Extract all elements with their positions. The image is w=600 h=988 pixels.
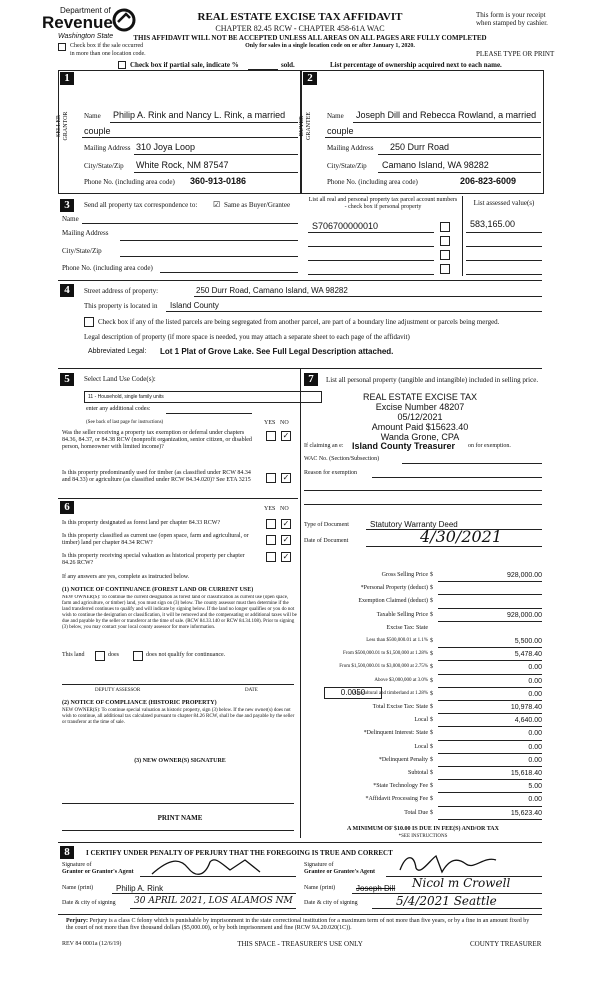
- multi-location-checkbox[interactable]: [58, 43, 66, 51]
- sold-label: sold.: [281, 61, 295, 69]
- calc-row-label: Excise Tax: State: [386, 624, 428, 631]
- calc-row-label: *Delinquent Penalty: [378, 756, 428, 763]
- land-use-value: 11 - Household, single family units: [88, 394, 164, 400]
- reason-label: Reason for exemption: [304, 470, 357, 476]
- sec6-q1: Is this property designated as forest land per chapter 84.33 RCW?: [62, 520, 221, 526]
- does-label: does: [108, 652, 119, 658]
- sig-right-label: Signature of: [304, 862, 334, 868]
- new-owner-signature-label: (3) NEW OWNER(S) SIGNATURE: [134, 758, 226, 764]
- calc-row: [304, 729, 544, 742]
- calc-row: [304, 795, 544, 808]
- corr-phone-label: Phone No. (including area code): [62, 264, 153, 272]
- calc-row-line: [438, 792, 542, 793]
- calc-row: [304, 769, 544, 782]
- calc-row-label: *Delinquent Interest: State: [363, 730, 428, 737]
- street-address[interactable]: 250 Durr Road, Camano Island, WA 98282: [196, 286, 348, 295]
- calc-row: [304, 597, 544, 610]
- calc-row-line: [438, 581, 542, 582]
- sec6-q2: Is this property classified as current use (open space, farm and agricultural, or timber) land per chapter 84.34 RCW?: [62, 533, 249, 546]
- form-revision: REV 84 0001a (12/6/19): [62, 941, 122, 947]
- corr-name-label: Name: [62, 215, 79, 223]
- sec6-q3-no[interactable]: ✓: [282, 552, 290, 561]
- calc-row-value[interactable]: 5,478.40: [514, 651, 542, 659]
- segregated-checkbox[interactable]: [84, 317, 94, 327]
- corr-city-label: City/State/Zip: [62, 247, 102, 255]
- sig-right-label-2: Grantee or Grantee's Agent: [304, 869, 376, 875]
- calc-row-line: [438, 621, 542, 622]
- name-right-handwritten[interactable]: Nicol m Crowell: [412, 876, 511, 890]
- notice-1-title: (1) NOTICE OF CONTINUANCE (FOREST LAND OR CURRENT USE): [62, 587, 254, 593]
- calc-row-currency: $: [430, 783, 433, 790]
- parcel-header: List all real and personal property tax parcel account numbers - check box if personal property: [308, 197, 458, 210]
- deputy-date-label: DATE: [245, 688, 258, 693]
- calc-row: [304, 809, 544, 822]
- seller-city-label: City/State/Zip: [84, 162, 124, 170]
- sec6-q2-no[interactable]: ✓: [282, 535, 290, 544]
- assessed-header: List assessed value(s): [473, 199, 535, 207]
- calc-row-currency: $: [430, 704, 433, 710]
- calc-row-currency: $: [430, 770, 433, 776]
- doc-date[interactable]: 4/30/2021: [420, 527, 503, 546]
- calc-row-value[interactable]: 0.00: [528, 796, 542, 804]
- please-type: PLEASE TYPE OR PRINT: [476, 50, 555, 58]
- calc-row-line: [438, 647, 542, 648]
- notice-2-body: NEW OWNER(S): To continue special valuation as historic property, sign (3) below. If the new owner(s) does not wish to continue, all additional tax calculated pursuant to chapter 84.26 RCW, shall be due and payable by the seller or transferor at the time of sale.: [62, 708, 295, 725]
- name-left-label: Name (print): [62, 885, 94, 891]
- partial-sale-label: Check box if partial sale, indicate %: [130, 61, 239, 69]
- personal-property-label: List all personal property (tangible and intangible) included in selling price.: [326, 376, 539, 384]
- notice-2-title: (2) NOTICE OF COMPLIANCE (HISTORIC PROPERTY): [62, 700, 217, 706]
- calc-row-label: Total Due: [404, 809, 428, 816]
- wac-label: WAC No. (Section/Subsection): [304, 456, 380, 462]
- receipt-note-1: This form is your receipt: [476, 11, 546, 19]
- sec6-if-yes: If any answers are yes, complete as instructed below.: [62, 574, 190, 580]
- buyer-name[interactable]: Joseph Dill and Rebecca Rowland, a married: [356, 110, 537, 120]
- treasurer-stamp: [340, 392, 500, 442]
- calc-row-line: [438, 753, 542, 754]
- sig-left-label: Signature of: [62, 862, 92, 868]
- ownership-pct-label: List percentage of ownership acquired next to each name.: [330, 61, 502, 69]
- calc-row-value[interactable]: 928,000.00: [506, 611, 542, 619]
- not-qualify-label: does not qualify for continuance.: [146, 652, 226, 658]
- section-6-number: 6: [60, 501, 74, 514]
- calc-row-value[interactable]: 15,623.40: [510, 809, 542, 817]
- notice-1-body: NEW OWNER(S): To continue the current designation as forest land or classification as current use (open space, farm and agriculture, or timber) land, you must sign on (3) below. The county assessor must then determine if the land transferred continues to qualify and will indicate by signing below. If the land no longer qualifies or you do not wish to continue the designation or classification, it will be removed and the compensating or additional taxes will be due and payable by the seller or transferor at the time of sale. (RCW 84.33.140 or RCW 84.34.108). Prior to signing (3) below, you may contact your local county assessor for more information.: [62, 595, 297, 630]
- assessed-value[interactable]: 583,165.00: [470, 219, 516, 229]
- calc-row-value[interactable]: 0.00: [528, 743, 542, 751]
- calc-row-label: *Affidavit Processing Fee: [365, 796, 428, 803]
- sec5-q2: Is this property predominantly used for timber (as classified under RCW 84.34 and 84.33) or agriculture (as classified under RCW 84.34.020)? See ETA 3215: [62, 470, 251, 483]
- dept-line1: Department of: [60, 6, 111, 15]
- calc-row-label: From $500,000.01 to $1,500,000 at 1.28%: [343, 651, 428, 657]
- calc-row-currency: $: [430, 677, 433, 684]
- calc-row-value[interactable]: 928,000.00: [506, 572, 542, 579]
- exemption-label: If claiming an e:: [304, 443, 344, 449]
- calc-row-label: From $1,500,000.01 to $3,000,000 at 2.75%: [339, 664, 428, 670]
- sec6-no-header: NO: [280, 506, 289, 512]
- additional-codes-label: enter any additional codes:: [86, 406, 151, 412]
- seller-phone[interactable]: 360-913-0186: [190, 176, 247, 186]
- calc-row-label: Above $3,000,000 at 3.0%: [374, 677, 428, 683]
- calc-row-line: [438, 819, 542, 820]
- only-sales-note: Only for sales in a single location code on or after January 1, 2020.: [245, 43, 415, 49]
- calc-row-line: [438, 740, 542, 741]
- street-label: Street address of property:: [84, 287, 159, 295]
- calc-row-line: [438, 687, 542, 688]
- segregated-label: Check box if any of the listed parcels are being segregated from another parcel, are part of a boundary line adjustment or parcels being merged.: [98, 318, 500, 326]
- buyer-phone[interactable]: 206-823-6009: [460, 176, 517, 186]
- multi-location-label-1: Check box if the sale occurred: [70, 43, 144, 49]
- calc-row-currency: $: [430, 611, 433, 618]
- buyer-name-label: Name: [327, 112, 344, 120]
- dept-name: Revenue: [42, 13, 113, 32]
- calc-row-line: [438, 674, 542, 675]
- calc-row-label: Local: [414, 743, 428, 750]
- exemption-treasurer: Island County Treasurer: [352, 441, 456, 451]
- abbreviated-legal-label: Abbreviated Legal:: [88, 348, 147, 355]
- seller-address-label: Mailing Address: [84, 144, 131, 152]
- deputy-assessor-label: DEPUTY ASSESSOR: [95, 688, 141, 693]
- calc-row-currency: $: [430, 796, 433, 803]
- section-5-number: 5: [60, 373, 74, 386]
- calc-row-label: Local: [414, 717, 428, 724]
- calc-row-line: [438, 700, 542, 701]
- calc-row-line: [438, 594, 542, 595]
- calc-row-value[interactable]: 5.00: [528, 783, 542, 791]
- calc-row: [304, 716, 544, 729]
- sec6-q3: Is this property receiving special valuation as historical property per chapter 84.26 RCW?: [62, 553, 245, 566]
- calc-row-value[interactable]: 0.00: [528, 677, 542, 685]
- buyer-address-label: Mailing Address: [327, 144, 374, 152]
- section-1-number: 1: [60, 72, 74, 85]
- seller-name-cont[interactable]: couple: [84, 126, 111, 136]
- date-right[interactable]: 5/4/2021 Seattle: [396, 894, 497, 908]
- calc-row: [304, 624, 544, 637]
- form-subtitle: CHAPTER 82.45 RCW - CHAPTER 458-61A WAC: [215, 24, 385, 33]
- seller-side-label: SELLER GRANTOR: [56, 111, 69, 141]
- land-use-label: Select Land Use Code(s):: [84, 375, 156, 383]
- same-as-buyer-checkbox[interactable]: ☑: [213, 200, 221, 209]
- calc-row-line: [438, 713, 542, 714]
- grantor-signature-icon[interactable]: [150, 856, 280, 878]
- print-name-label: PRINT NAME: [157, 814, 203, 822]
- buyer-address[interactable]: 250 Durr Road: [390, 142, 450, 152]
- section-7-number: 7: [304, 373, 318, 386]
- parcel-personal-checkbox-1[interactable]: [440, 222, 450, 232]
- seller-phone-label: Phone No. (including area code): [84, 178, 175, 186]
- stamp-line-1: REAL ESTATE EXCISE TAX: [362, 392, 478, 402]
- buyer-phone-label: Phone No. (including area code): [327, 178, 418, 186]
- minimum-note: A MINIMUM OF $10.00 IS DUE IN FEE(S) AND/OR TAX: [347, 826, 499, 832]
- calc-row: [304, 584, 544, 597]
- calc-row-line: [438, 766, 542, 767]
- calc-row-currency: $: [430, 743, 433, 750]
- this-land-label: This land: [62, 652, 85, 658]
- see-back-label: (See back of last page for instructions): [86, 420, 164, 425]
- calc-row-value[interactable]: 4,640.00: [514, 717, 542, 725]
- doc-type-label: Type of Document: [304, 522, 349, 528]
- sec5-no-header: NO: [280, 420, 289, 426]
- seller-address[interactable]: 310 Joya Loop: [136, 142, 196, 152]
- calc-row-value[interactable]: 10,978.40: [510, 704, 542, 711]
- calc-row-currency: $: [430, 809, 433, 816]
- calc-row-currency: $: [430, 651, 433, 658]
- perjury-label: Perjury:: [66, 918, 88, 924]
- parcel-personal-checkbox-2[interactable]: [440, 236, 450, 246]
- stamp-line-4: Amount Paid $15623.40: [371, 422, 469, 432]
- calc-row-currency: $: [430, 664, 433, 671]
- calc-row-currency: $: [430, 690, 433, 697]
- treasurer-space-label: THIS SPACE - TREASURER'S USE ONLY: [237, 940, 363, 948]
- calc-row: [304, 611, 544, 624]
- sec5-q2-no[interactable]: ✓: [282, 473, 290, 482]
- date-left[interactable]: 30 APRIL 2021, LOS ALAMOS NM: [134, 896, 293, 906]
- name-right[interactable]: Joseph Dill: [356, 884, 396, 893]
- calc-row-label: Agricultural and timberland at 1.28%: [353, 690, 428, 696]
- grantee-signature-icon[interactable]: [396, 850, 506, 878]
- calc-row-value[interactable]: 0.00: [528, 730, 542, 738]
- sig-left-label-2: Grantor or Grantor's Agent: [62, 869, 134, 875]
- county-treasurer-label: COUNTY TREASURER: [470, 940, 542, 948]
- land-use-select[interactable]: [84, 391, 322, 403]
- calc-row-label: Gross Selling Price: [381, 572, 428, 578]
- perjury-text: Perjury is a class C felony which is punishable by imprisonment in the state correctional institution for a maximum term of not more than five years, or by a fine in an amount fixed by the court of not more than five thousand dollars ($5,000.00), or by both imprisonment and fine (RCW 9A.20.020(1C)).: [66, 918, 530, 931]
- partial-sale-checkbox[interactable]: [118, 61, 126, 69]
- form-title: REAL ESTATE EXCISE TAX AFFIDAVIT: [197, 11, 403, 23]
- land-not-qualify-checkbox[interactable]: [133, 651, 143, 661]
- dept-state: Washington State: [58, 33, 114, 40]
- doc-type[interactable]: Statutory Warranty Deed: [370, 520, 458, 529]
- buyer-name-cont[interactable]: couple: [327, 126, 354, 136]
- calc-row-line: [438, 779, 542, 780]
- calc-row-label: *Personal Property (deduct): [360, 585, 428, 592]
- seller-city[interactable]: White Rock, NM 87547: [136, 160, 229, 170]
- parcel-personal-checkbox-4[interactable]: [440, 264, 450, 274]
- sec5-q1-yes[interactable]: [266, 431, 276, 441]
- land-does-checkbox[interactable]: [95, 651, 105, 661]
- buyer-side-label: BUYER GRANTEE: [299, 112, 312, 140]
- calc-row-currency: $: [430, 730, 433, 737]
- sec6-q2-yes[interactable]: [266, 535, 276, 545]
- sec5-q1: Was the seller receiving a property tax exemption or deferral under chapters 84.36, 84.37, or 84.38 RCW (nonprofit organization, senior citizen, or disabled person, homeowner with limited income)?: [62, 430, 252, 450]
- calc-row-currency: $: [430, 585, 433, 592]
- sec6-q3-yes[interactable]: [266, 552, 276, 562]
- calc-row: [304, 703, 544, 716]
- section-4-number: 4: [60, 284, 74, 297]
- local-rate-box[interactable]: [324, 687, 382, 699]
- abbreviated-legal[interactable]: Lot 1 Plat of Grove Lake. See Full Legal Description attached.: [160, 347, 394, 356]
- calc-row: [304, 782, 544, 795]
- date-left-label: Date & city of signing: [62, 900, 116, 906]
- name-right-label: Name (print): [304, 885, 336, 891]
- parcel-number[interactable]: S706700000010: [312, 221, 379, 231]
- sec5-q2-yes[interactable]: [266, 473, 276, 483]
- parcel-personal-checkbox-3[interactable]: [440, 250, 450, 260]
- calc-row-label: Total Excise Tax: State: [372, 704, 428, 710]
- section-8-number: 8: [60, 846, 74, 859]
- calc-row-line: [438, 726, 542, 727]
- buyer-city-label: City/State/Zip: [327, 162, 367, 170]
- calc-row-currency: $: [430, 717, 433, 724]
- calc-row-currency: $: [430, 638, 433, 644]
- calc-row-value[interactable]: 0.00: [528, 690, 542, 698]
- date-right-label: Date & city of signing: [304, 900, 358, 906]
- calc-row: [304, 743, 544, 756]
- calc-row-currency: $: [430, 756, 433, 763]
- local-rate: 0.0050: [340, 688, 366, 697]
- stamp-line-2: Excise Number 48207: [375, 402, 465, 412]
- sec6-q1-yes[interactable]: [266, 519, 276, 529]
- sec5-q1-no[interactable]: ✓: [282, 431, 290, 440]
- multi-location-label-2: in more than one location code.: [70, 51, 146, 57]
- see-instructions: *SEE INSTRUCTIONS: [398, 834, 448, 839]
- calc-row-line: [438, 806, 542, 807]
- stamp-line-3: 05/12/2021: [397, 412, 443, 422]
- sec5-yes-header: YES: [264, 420, 276, 426]
- calc-row-label: *State Technology Fee: [373, 783, 428, 790]
- calc-row-value[interactable]: 5,500.00: [514, 638, 542, 645]
- receipt-note-2: when stamped by cashier.: [476, 19, 548, 27]
- located-label: This property is located in: [84, 302, 158, 310]
- certify-statement: I CERTIFY UNDER PENALTY OF PERJURY THAT THE FOREGOING IS TRUE AND CORRECT: [86, 849, 393, 857]
- calc-row-label: Less than $500,000.01 at 1.1%: [366, 638, 428, 643]
- buyer-city[interactable]: Camano Island, WA 98282: [382, 160, 489, 170]
- calc-row-value[interactable]: 0.00: [528, 756, 542, 764]
- calc-row-value[interactable]: 0.00: [528, 664, 542, 672]
- same-as-buyer-label: Same as Buyer/Grantee: [224, 201, 291, 209]
- calc-row-line: [438, 608, 542, 609]
- calc-row: [304, 756, 544, 769]
- perjury-note: [66, 918, 534, 932]
- section-2-number: 2: [303, 72, 317, 85]
- seller-name[interactable]: Philip A. Rink and Nancy L. Rink, a married: [113, 110, 286, 120]
- located-county[interactable]: Island County: [170, 301, 219, 310]
- calc-row: [304, 637, 544, 650]
- calc-row-label: Subtotal: [407, 770, 428, 776]
- stamp-line-5: Wanda Grone, CPA: [380, 432, 460, 442]
- calc-row-label: Exemption Claimed (deduct): [358, 598, 428, 605]
- sec6-yes-header: YES: [264, 506, 276, 512]
- legal-description-label: Legal description of property (if more space is needed, you may attach a separate sheet to each page of the affidavit): [84, 333, 410, 341]
- seller-name-label: Name: [84, 112, 101, 120]
- calc-row-line: [438, 660, 542, 661]
- send-correspondence-label: Send all property tax correspondence to:: [84, 201, 198, 209]
- sec6-q1-no[interactable]: ✓: [282, 519, 290, 528]
- calc-row-currency: $: [430, 598, 433, 605]
- revenue-logo-icon: [112, 8, 136, 32]
- calc-row-label: Taxable Selling Price: [376, 611, 428, 618]
- doc-date-label: Date of Document: [304, 538, 349, 544]
- calc-row: [304, 571, 544, 584]
- form-warning: THIS AFFIDAVIT WILL NOT BE ACCEPTED UNLESS ALL AREAS ON ALL PAGES ARE FULLY COMPLETED: [133, 34, 487, 42]
- section-3-number: 3: [60, 199, 74, 212]
- calc-row: [304, 650, 544, 663]
- name-left[interactable]: Philip A. Rink: [116, 884, 164, 893]
- corr-mail-label: Mailing Address: [62, 229, 109, 237]
- calc-row-value[interactable]: 15,618.40: [510, 770, 542, 777]
- calc-row-currency: $: [430, 572, 433, 578]
- calc-row: [304, 663, 544, 676]
- exemption-tail: on for exemption.: [468, 443, 511, 449]
